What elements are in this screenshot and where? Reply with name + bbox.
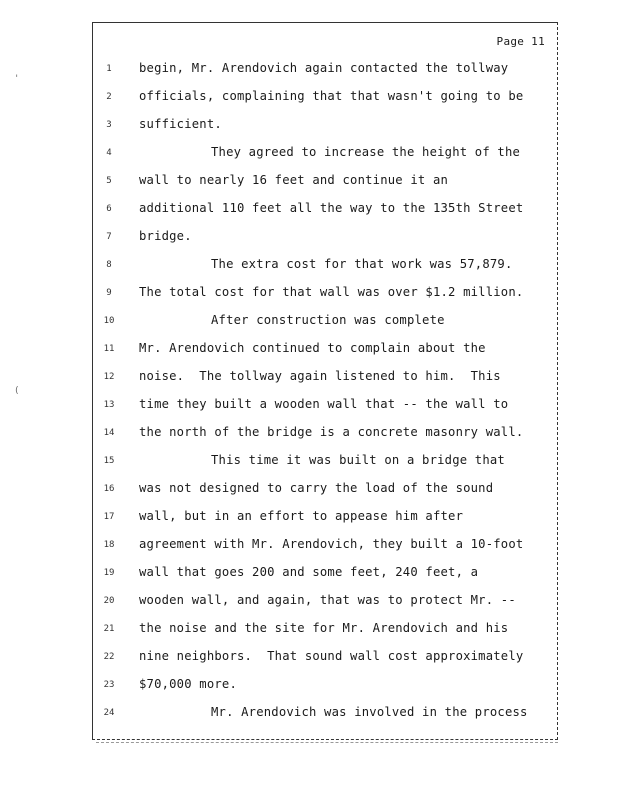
transcript-line	[93, 201, 557, 221]
transcript-line	[93, 369, 557, 389]
transcript-line	[93, 621, 557, 641]
line-text: begin, Mr. Arendovich again contacted the tollway	[139, 61, 509, 75]
transcript-line	[93, 257, 557, 277]
line-number: 5	[106, 176, 112, 186]
bottom-rule	[96, 742, 558, 743]
line-text: nine neighbors. That sound wall cost approximately	[139, 649, 524, 663]
transcript-page	[92, 22, 558, 740]
transcript-line	[93, 117, 557, 137]
line-text: wall that goes 200 and some feet, 240 feet, a	[139, 565, 479, 579]
line-text: This time it was built on a bridge that	[211, 453, 505, 467]
transcript-line	[93, 313, 557, 333]
line-number: 11	[103, 344, 115, 354]
transcript-line	[93, 537, 557, 557]
scan-mark: (	[14, 386, 20, 396]
line-number: 4	[106, 148, 112, 158]
line-number: 17	[103, 512, 115, 522]
line-number: 12	[103, 372, 115, 382]
line-number: 22	[103, 652, 115, 662]
transcript-line	[93, 453, 557, 473]
line-text: bridge.	[139, 229, 192, 243]
transcript-line	[93, 89, 557, 109]
line-text: time they built a wooden wall that -- the wall to	[139, 397, 509, 411]
transcript-line	[93, 397, 557, 417]
line-text: The total cost for that wall was over $1.2 million.	[139, 285, 524, 299]
line-text: wooden wall, and again, that was to protect Mr. --	[139, 593, 516, 607]
line-text: was not designed to carry the load of the sound	[139, 481, 494, 495]
transcript-line	[93, 341, 557, 361]
line-number: 20	[103, 596, 115, 606]
line-text: officials, complaining that that wasn't going to be	[139, 89, 524, 103]
line-text: They agreed to increase the height of the	[211, 145, 521, 159]
line-number: 7	[106, 232, 112, 242]
transcript-line	[93, 593, 557, 613]
line-text: $70,000 more.	[139, 677, 237, 691]
transcript-line	[93, 173, 557, 193]
line-text: sufficient.	[139, 117, 222, 131]
transcript-line	[93, 677, 557, 697]
line-number: 18	[103, 540, 115, 550]
line-text: agreement with Mr. Arendovich, they built a 10-foot	[139, 537, 524, 551]
transcript-line	[93, 285, 557, 305]
line-number: 3	[106, 120, 112, 130]
line-text: the north of the bridge is a concrete masonry wall.	[139, 425, 524, 439]
line-number: 1	[106, 64, 112, 74]
line-text: noise. The tollway again listened to him. This	[139, 369, 501, 383]
line-number: 16	[103, 484, 115, 494]
line-number: 9	[106, 288, 112, 298]
line-text: wall to nearly 16 feet and continue it an	[139, 173, 449, 187]
line-text: additional 110 feet all the way to the 135th Street	[139, 201, 524, 215]
transcript-line	[93, 705, 557, 725]
line-number: 8	[106, 260, 112, 270]
scan-mark: '	[14, 74, 20, 84]
page-number: Page 11	[496, 35, 545, 48]
transcript-line	[93, 649, 557, 669]
line-number: 21	[103, 624, 115, 634]
line-number: 6	[106, 204, 112, 214]
transcript-line	[93, 229, 557, 249]
transcript-line	[93, 509, 557, 529]
transcript-line	[93, 145, 557, 165]
line-text: Mr. Arendovich was involved in the process	[211, 705, 528, 719]
line-text: Mr. Arendovich continued to complain about the	[139, 341, 486, 355]
line-number: 19	[103, 568, 115, 578]
line-number: 2	[106, 92, 112, 102]
line-number: 13	[103, 400, 115, 410]
line-number: 24	[103, 708, 115, 718]
transcript-line	[93, 565, 557, 585]
line-text: the noise and the site for Mr. Arendovich and his	[139, 621, 509, 635]
line-text: The extra cost for that work was 57,879.	[211, 257, 513, 271]
line-number: 23	[103, 680, 115, 690]
line-number: 14	[103, 428, 115, 438]
transcript-line	[93, 61, 557, 81]
line-number: 15	[103, 456, 115, 466]
line-text: After construction was complete	[211, 313, 445, 327]
line-number: 10	[103, 316, 115, 326]
line-text: wall, but in an effort to appease him after	[139, 509, 464, 523]
transcript-line	[93, 481, 557, 501]
transcript-line	[93, 425, 557, 445]
